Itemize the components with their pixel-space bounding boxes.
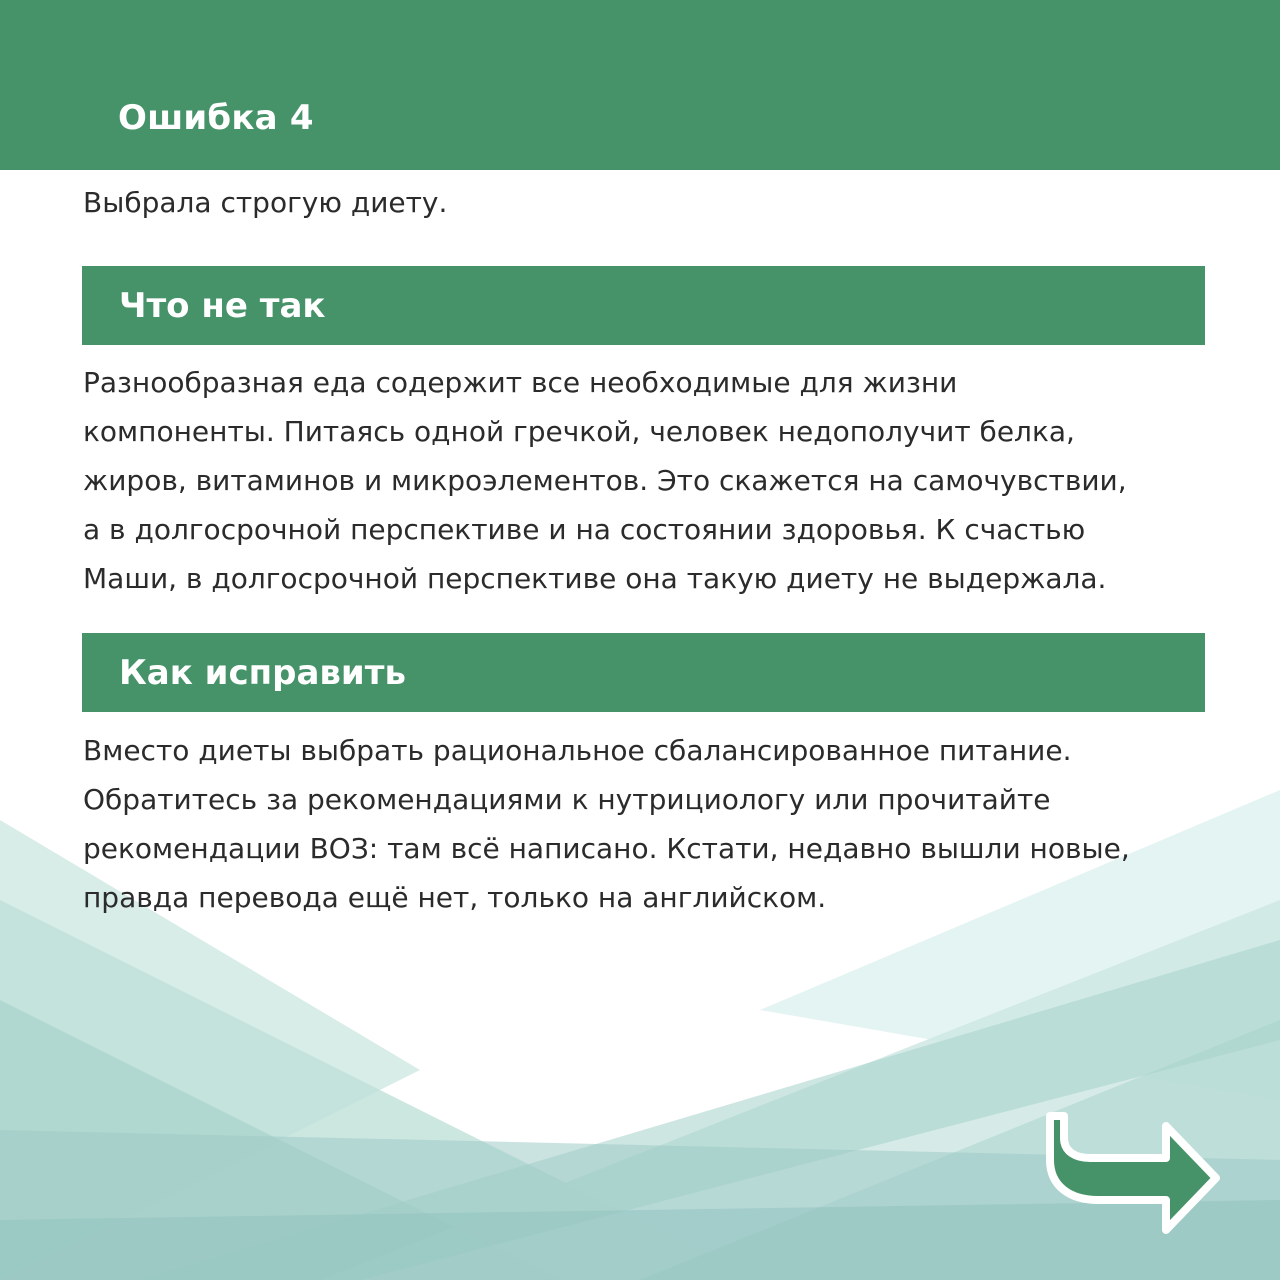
paragraph-line: рекомендации ВОЗ: там всё написано. Кстати, недавно вышли новые, <box>83 832 1130 865</box>
paragraph-line: а в долгосрочной перспективе и на состоянии здоровья. К счастью <box>83 513 1086 546</box>
section-header-fix <box>82 633 1205 712</box>
section-title-fix: Как исправить <box>119 653 406 693</box>
problem-paragraph <box>83 358 1127 603</box>
section-header-problem <box>82 266 1205 345</box>
fix-paragraph <box>83 726 1130 922</box>
section-title-problem: Что не так <box>119 286 326 326</box>
paragraph-line: Обратитесь за рекомендациями к нутрициологу или прочитайте <box>83 783 1051 816</box>
header-band <box>0 0 1280 170</box>
paragraph-line: Разнообразная еда содержит все необходимые для жизни <box>83 366 958 399</box>
paragraph-line: компоненты. Питаясь одной гречкой, человек недополучит белка, <box>83 415 1075 448</box>
next-arrow-icon[interactable] <box>1040 1108 1224 1248</box>
paragraph-line: правда перевода ещё нет, только на английском. <box>83 881 827 914</box>
paragraph-line: Маши, в долгосрочной перспективе она такую диету не выдержала. <box>83 562 1107 595</box>
paragraph-line: жиров, витаминов и микроэлементов. Это скажется на самочувствии, <box>83 464 1127 497</box>
intro-text: Выбрала строгую диету. <box>83 186 448 219</box>
page-title: Ошибка 4 <box>118 98 314 138</box>
paragraph-line: Вместо диеты выбрать рациональное сбалансированное питание. <box>83 734 1072 767</box>
